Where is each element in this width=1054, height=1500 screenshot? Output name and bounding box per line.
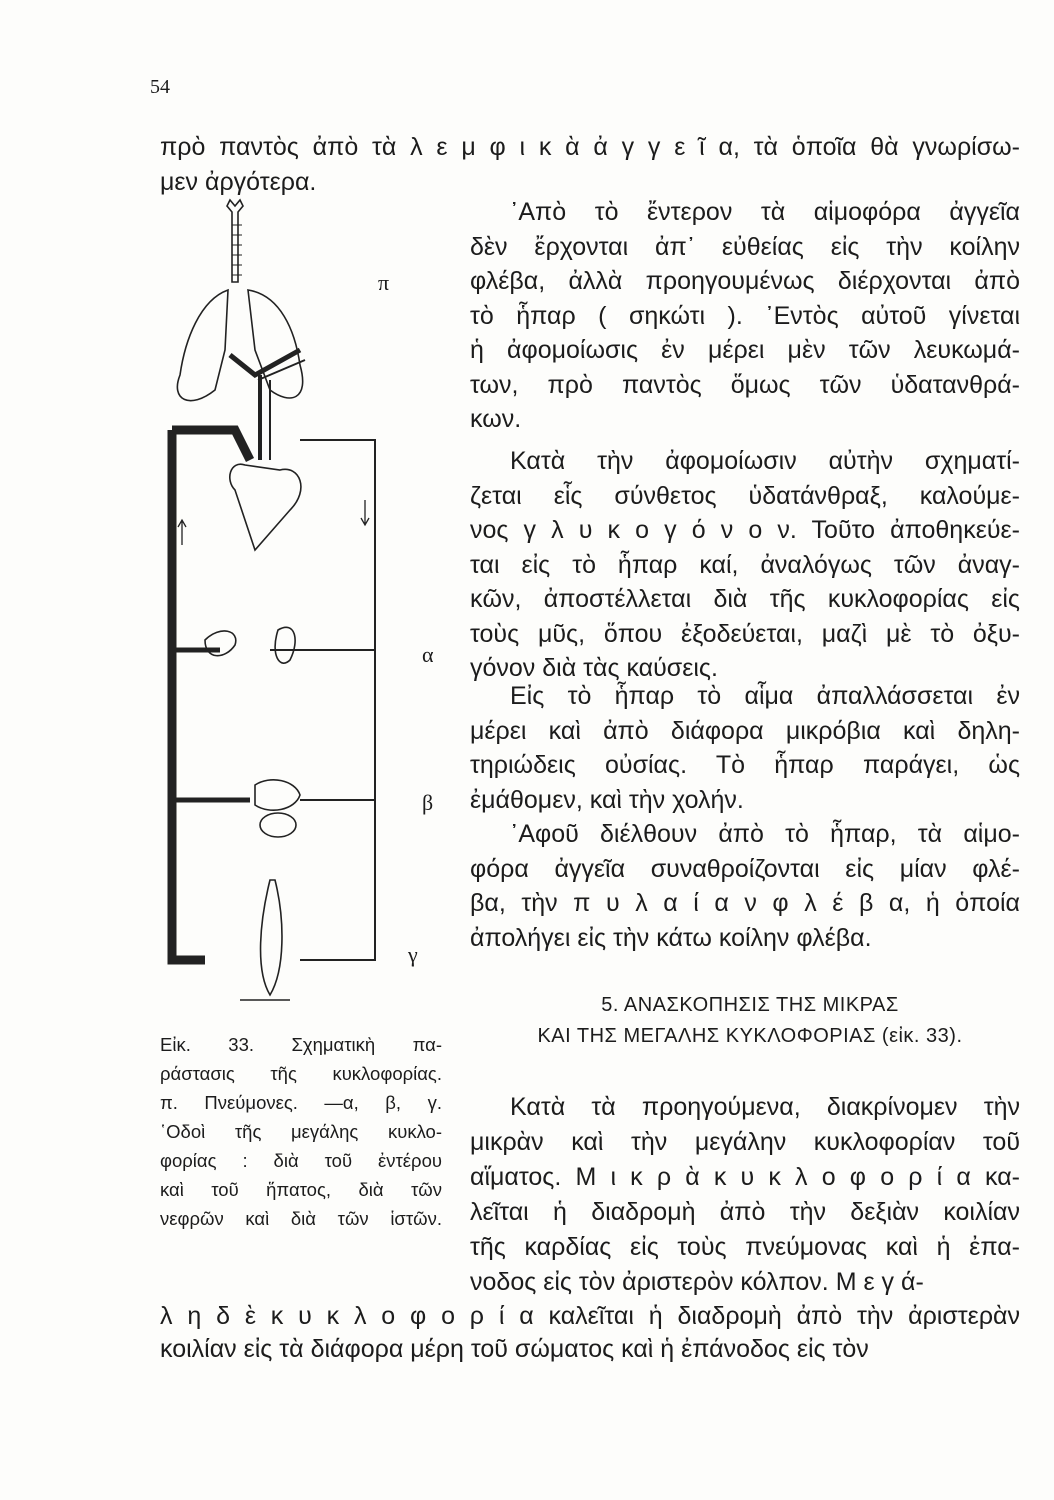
- text-line: μικρὰν καὶ τὴν μεγάλην κυκλοφορίαν τοῦ: [470, 1128, 1020, 1156]
- text-line: ἀπολήγει εἰς τὴν κάτω κοίλην φλέβα.: [470, 923, 872, 952]
- text-line: τηριώδεις οὐσίας. Τὸ ἧπαρ παράγει, ὡς: [470, 751, 1020, 779]
- text-line: Εἰκ. 33. Σχηματικὴ πα-: [160, 1034, 442, 1055]
- text-line: νοδος εἰς τὸν ἀριστερὸν κόλπον. Μ ε γ ά-: [470, 1268, 924, 1296]
- text-line: ἐμάθομεν, καὶ τὴν χολήν.: [470, 785, 744, 814]
- paragraph-intestine-liver: [470, 195, 1020, 437]
- text-line: γόνον διὰ τὰς καύσεις.: [470, 654, 718, 682]
- text-line: των, πρὸ παντὸς ὅμως τῶν ὑδατανθρά-: [470, 370, 1020, 399]
- text-line: Εἰς τὸ ἧπαρ τὸ αἷμα ἀπαλλάσσεται ἐν: [510, 682, 1020, 710]
- text-line: μέρει καὶ ἀπὸ διάφορα μικρόβια καὶ δηλη-: [470, 716, 1020, 745]
- text-line: ᾿Απὸ τὸ ἔντερον τὰ αἱμοφόρα ἀγγεῖα: [510, 198, 1020, 226]
- label-beta: β: [422, 790, 434, 815]
- text-line: νεφρῶν καὶ διὰ τῶν ἱστῶν.: [160, 1208, 442, 1229]
- paragraph-circulation-summary-cont: [160, 1300, 1020, 1366]
- paragraph-intro: [160, 130, 1020, 199]
- text-line: τῆς καρδίας εἰς τοὺς πνεύμονας καὶ ἡ ἐπα-: [470, 1233, 1020, 1261]
- text-line: νος γ λ υ κ ο γ ό ν ο ν. Τοῦτο ἀποθηκεύε-: [470, 516, 1020, 544]
- text-line: μεν ἀργότερα.: [160, 167, 317, 196]
- section-heading: [470, 990, 1030, 1052]
- text-line: τὸ ἧπαρ ( σηκώτι ). ᾿Εντὸς αὐτοῦ γίνεται: [470, 301, 1020, 330]
- intestine: [205, 631, 236, 656]
- circulation-diagram: [160, 190, 434, 1025]
- text-line: φλέβα, ἀλλὰ προηγουμένως διέρχονται ἀπὸ: [470, 267, 1020, 295]
- text-line: φόρα ἀγγεῖα συναθροίζονται εἰς μίαν φλέ-: [470, 854, 1020, 883]
- left-lung: [177, 290, 228, 401]
- text-line: πρὸ παντὸς ἀπὸ τὰ λ ε μ φ ι κ ὰ ἀ γ γ ε ῖ α, τὰ ὁποῖα θὰ γνωρίσω-: [160, 133, 1020, 161]
- figure-caption: [160, 1030, 442, 1233]
- page-number: 54: [150, 76, 170, 98]
- label-gamma: γ: [408, 942, 418, 967]
- text-line: ται εἰς τὸ ἧπαρ καί, ἀναλόγως τῶν ἀναγ-: [470, 550, 1020, 579]
- paragraph-liver-cleansing: [470, 679, 1020, 817]
- label-lungs: π: [378, 270, 390, 295]
- paragraph-glycogen: [470, 444, 1020, 686]
- text-line: λ η δ ὲ κ υ κ λ ο φ ο ρ ί α καλεῖται ἡ διαδρομὴ ἀπὸ τὴν ἀριστερὰν: [160, 1302, 1020, 1330]
- paragraph-circulation-summary: [470, 1090, 1020, 1300]
- text-line: ράστασις τῆς κυκλοφορίας.: [160, 1063, 442, 1084]
- text-line: κοιλίαν εἰς τὰ διάφορα μέρη τοῦ σώματος καὶ ἡ ἐπάνοδος εἰς τὸν: [160, 1335, 869, 1363]
- text-line: βα, τὴν π υ λ α ί α ν φ λ έ β α, ἡ ὁποία: [470, 889, 1020, 917]
- text-line: αἵματος. Μ ι κ ρ ὰ κ υ κ λ ο φ ο ρ ί α κα-: [470, 1163, 1020, 1191]
- text-line: ἡ ἀφομοίωσις ἐν μέρει μὲν τῶν λευκωμά-: [470, 336, 1020, 364]
- right-lung: [248, 290, 303, 398]
- section-heading-line: ΚΑΙ ΤΗΣ ΜΕΓΑΛΗΣ ΚΥΚΛΟΦΟΡΙΑΣ (εἰκ. 33).: [537, 1025, 963, 1047]
- text-line: λεῖται ἡ διαδρομὴ ἀπὸ τὴν δεξιὰν κοιλίαν: [470, 1198, 1020, 1226]
- heart: [230, 464, 301, 550]
- trachea: [227, 200, 243, 282]
- text-line: π. Πνεύμονες. —α, β, γ.: [160, 1092, 442, 1113]
- text-line: ζεται εἷς σύνθετος ὑδατάνθραξ, καλούμε-: [470, 481, 1020, 510]
- text-line: κῶν, ἀποστέλλεται διὰ τῆς κυκλοφορίας εἰς: [470, 585, 1020, 613]
- text-line: τοὺς μῦς, ὅπου ἐξοδεύεται, μαζὶ μὲ τὸ ὀξυ-: [470, 619, 1020, 648]
- text-line: δὲν ἔρχονται ἀπ᾿ εὐθείας εἰς τὴν κοίλην: [470, 232, 1020, 261]
- paragraph-portal-vein: [470, 817, 1020, 955]
- section-heading-line: 5. ΑΝΑΣΚΟΠΗΣΙΣ ΤΗΣ ΜΙΚΡΑΣ: [601, 994, 899, 1016]
- liver: [275, 627, 295, 663]
- muscle-tissue: [261, 880, 282, 995]
- text-line: καὶ τοῦ ἥπατος, διὰ τῶν: [160, 1179, 442, 1200]
- text-line: ᾿Αφοῦ διέλθουν ἀπὸ τὸ ἧπαρ, τὰ αἱμο-: [510, 820, 1020, 848]
- text-line: κων.: [470, 405, 522, 433]
- text-line: φορίας : διὰ τοῦ ἐντέρου: [160, 1150, 442, 1171]
- text-line: Κατὰ τὰ προηγούμενα, διακρίνομεν τὴν: [510, 1093, 1020, 1121]
- label-alpha: α: [422, 642, 434, 667]
- kidneys: [255, 780, 300, 810]
- text-line: ῾Οδοὶ τῆς μεγάλης κυκλο-: [160, 1121, 442, 1142]
- text-line: Κατὰ τὴν ἀφομοίωσιν αὐτὴν σχηματί-: [510, 447, 1020, 475]
